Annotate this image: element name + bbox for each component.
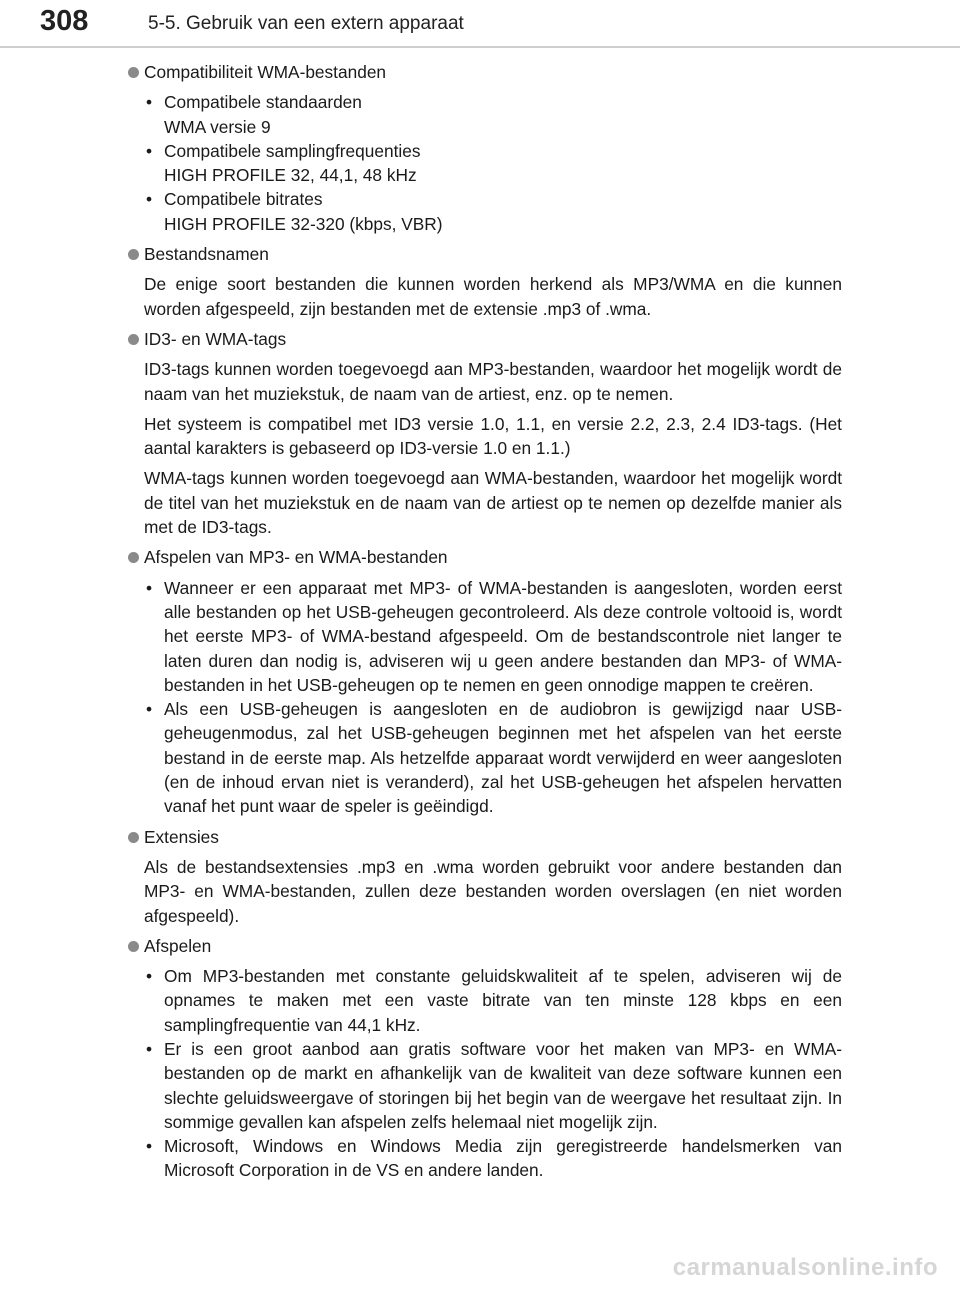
bullet-dot-icon	[128, 941, 139, 952]
paragraph: Als de bestandsextensies .mp3 en .wma worden gebruikt voor andere bestanden dan MP3- en WMA-bestanden, zullen deze bestanden worden overslagen (en niet worden afgespeeld).	[144, 856, 842, 926]
spec-list	[128, 90, 842, 236]
bullet-icon: •	[146, 1038, 153, 1059]
section-filenames	[128, 242, 842, 321]
bullet-icon: •	[146, 966, 153, 987]
section-heading: Compatibiliteit WMA-bestanden	[144, 62, 387, 82]
section-heading: Afspelen	[144, 935, 212, 956]
section-heading: ID3- en WMA-tags	[144, 328, 287, 349]
section-title: 5-5. Gebruik van een extern apparaat	[148, 13, 464, 34]
bullet-dot-icon	[128, 334, 139, 345]
list-item: • Microsoft, Windows en Windows Media zijn geregistreerde handelsmerken van Microsoft Corporation in de VS en andere landen.	[146, 1136, 842, 1181]
paragraph: De enige soort bestanden die kunnen worden herkend als MP3/WMA en die kunnen worden afgespeeld, zijn bestanden met de extensie .mp3 of .wma.	[144, 274, 842, 319]
watermark-logo: carmanualsonline.info	[672, 1254, 938, 1281]
bullet-dot-icon	[128, 832, 139, 843]
paragraph: WMA-tags kunnen worden toegevoegd aan WMA-bestanden, waardoor het mogelijk wordt de titel van het muziekstuk en de naam van de artiest op te nemen op dezelfde manier als met de ID3-tags.	[144, 468, 842, 538]
bullet-dot-icon	[128, 552, 139, 563]
paragraph: Het systeem is compatibel met ID3 versie 1.0, 1.1, en versie 2.2, 2.3, 2.4 ID3-tags. (Het aantal karakters is gebaseerd op ID3-versie 1.0 en 1.1.)	[144, 413, 842, 459]
section-play	[128, 934, 842, 1183]
page-content	[128, 60, 842, 1189]
list-item: • Om MP3-bestanden met constante geluidskwaliteit af te spelen, adviseren wij de opnames te maken met een vaste bitrate van ten minste 128 kbps en een samplingfrequentie van 44,1 kHz.	[146, 966, 842, 1035]
list-item: • Wanneer er een apparaat met MP3- of WMA-bestanden is aangesloten, worden eerst alle bestanden op het USB-geheugen gecontroleerd. Als deze controle voltooid is, wordt het eerste MP3- of WMA-bestand afgespeeld. Om de bestandscontrole niet langer te laten duren dan nodig is, adviseren wij u geen andere bestanden dan MP3- of WMA-bestanden in het USB-geheugen op te nemen en geen onnodige mappen te creëren.	[146, 577, 842, 695]
bullet-icon: •	[146, 699, 153, 720]
list-item: • Compatibele bitrates HIGH PROFILE 32-320 (kbps, VBR)	[146, 189, 443, 234]
bullet-icon: •	[146, 140, 153, 161]
bullet-list	[128, 964, 842, 1183]
paragraph: ID3-tags kunnen worden toegevoegd aan MP3-bestanden, waardoor het mogelijk wordt de naam van het muziekstuk, de naam van de artiest, enz. op te nemen.	[144, 359, 842, 404]
bullet-dot-icon	[128, 249, 139, 260]
section-heading: Afspelen van MP3- en WMA-bestanden	[144, 547, 448, 568]
section-heading: Bestandsnamen	[144, 244, 269, 265]
page-header	[0, 0, 960, 48]
list-item: • Compatibele samplingfrequenties HIGH PROFILE 32, 44,1, 48 kHz	[146, 140, 421, 186]
bullet-icon: •	[146, 577, 153, 598]
section-heading: Extensies	[144, 826, 219, 847]
bullet-icon: •	[146, 1136, 153, 1157]
section-wma-compatibility	[128, 60, 842, 236]
section-playback	[128, 545, 842, 818]
bullet-icon: •	[146, 189, 153, 210]
list-item: • Er is een groot aanbod aan gratis software voor het maken van MP3- en WMA-bestanden op de markt en afhankelijk van de kwaliteit van deze software kunnen een slechte geluidsweergave of storingen bij het begin van de weergave het resultaat zijn. In sommige gevallen kan afspelen zelfs helemaal niet mogelijk zijn.	[146, 1038, 842, 1132]
section-extensions	[128, 825, 842, 928]
section-tags	[128, 327, 842, 539]
bullet-list	[128, 576, 842, 819]
list-item: • Compatibele standaarden WMA versie 9	[146, 92, 362, 137]
list-item: • Als een USB-geheugen is aangesloten en de audiobron is gewijzigd naar USB-geheugenmodus, zal het USB-geheugen beginnen met het afspelen van het eerste bestand in de eerste map. Als hetzelfde apparaat wordt verwijderd en weer aangesloten (en de inhoud ervan niet is veranderd), zal het USB-geheugen het afspelen hervatten vanaf het punt waar de speler is geëindigd.	[146, 699, 842, 817]
bullet-icon: •	[146, 92, 153, 113]
bullet-dot-icon	[128, 67, 139, 78]
header-divider	[0, 46, 960, 48]
page-number: 308	[40, 5, 89, 37]
